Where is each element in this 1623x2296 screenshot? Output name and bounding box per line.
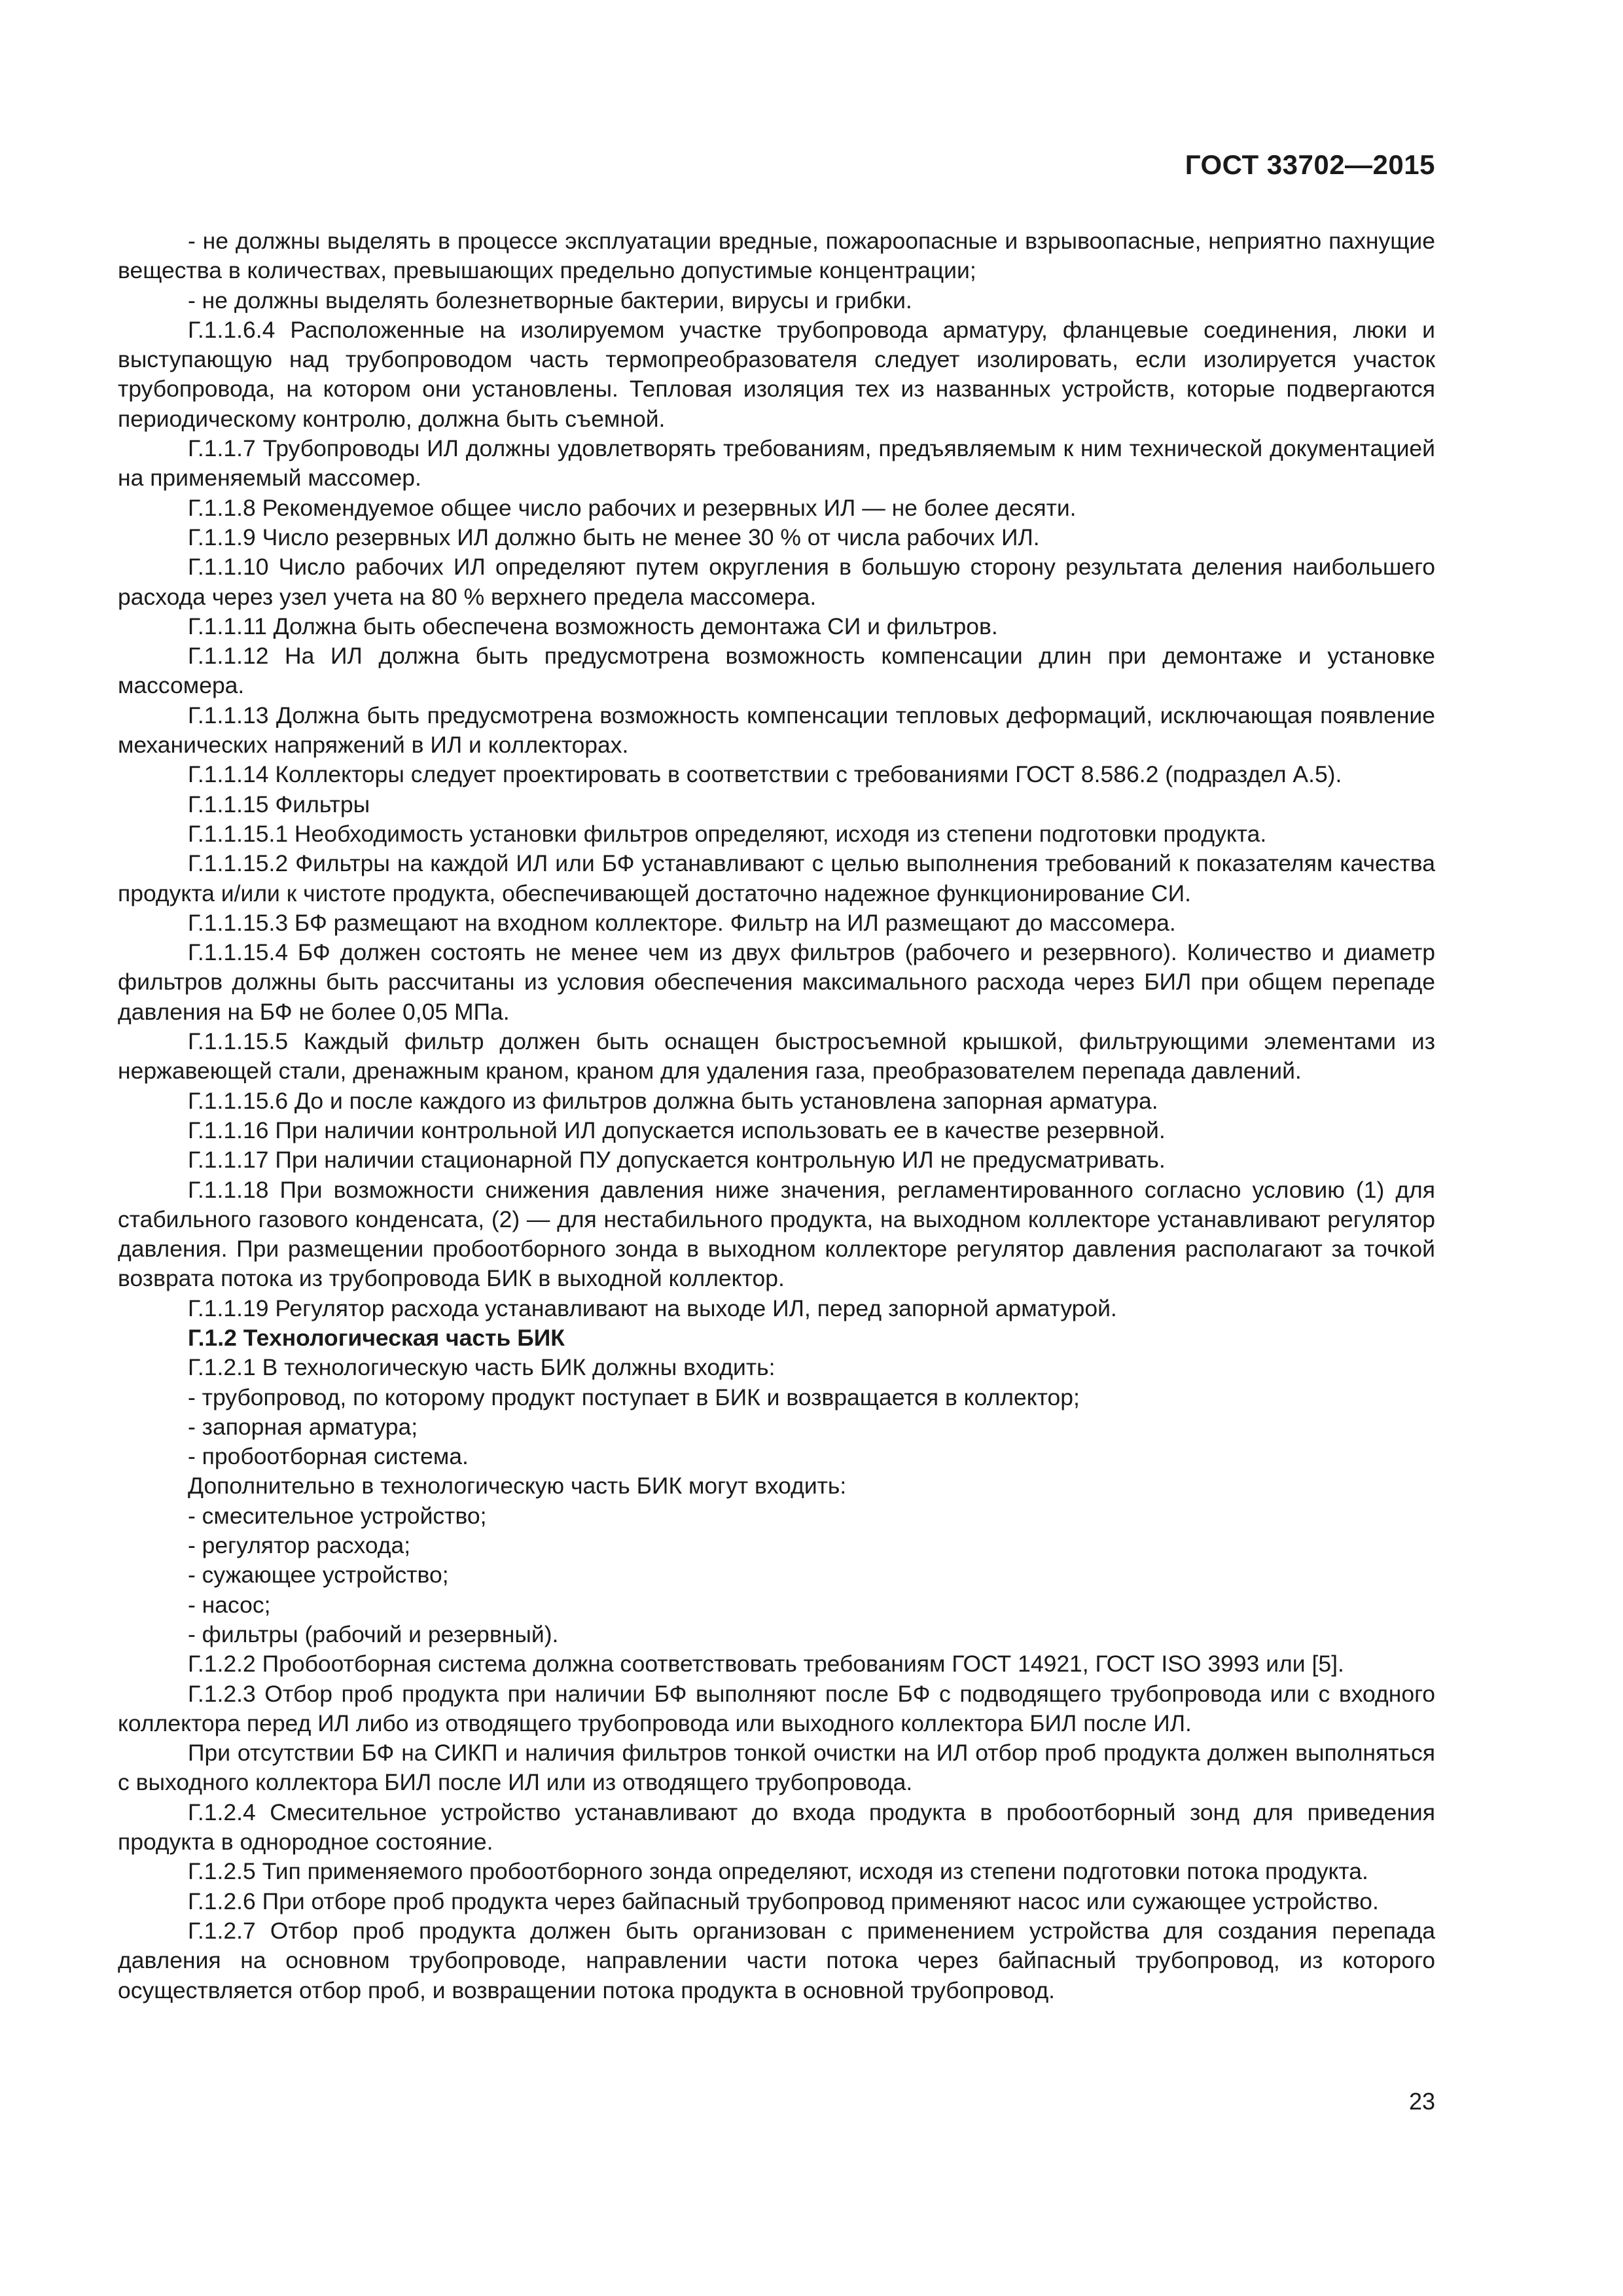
paragraph: Г.1.1.15.3 БФ размещают на входном коллекторе. Фильтр на ИЛ размещают до массомера. [188, 909, 1176, 936]
paragraph: Г.1.1.16 При наличии контрольной ИЛ допускается использовать ее в качестве резервной. [188, 1117, 1166, 1143]
paragraph: - не должны выделять болезнетворные бактерии, вирусы и грибки. [188, 287, 912, 314]
list-item: - трубопровод, по которому продукт поступает в БИК и возвращается в коллектор; [188, 1384, 1080, 1410]
paragraph: Г.1.1.19 Регулятор расхода устанавливают на выходе ИЛ, перед запорной арматурой. [188, 1295, 1117, 1321]
list-item: - смесительное устройство; [188, 1502, 487, 1529]
paragraph: Г.1.1.6.4 Расположенные на изолируемом участке трубопровода арматуру, фланцевые соединения, люки и выступающую над трубопроводом часть термопреобразователя следует изолировать, если изолируется участок трубопровода, на котором они установлены. Тепловая изоляция тех из названных устройств, которые подвергаются периодическому контролю, должна быть съемной. [118, 316, 1435, 432]
paragraph: Г.1.1.15.4 БФ должен состоять не менее чем из двух фильтров (рабочего и резервного). Количество и диаметр фильтров должны быть рассчитаны из условия обеспечения максимального расхода через БИЛ при общем перепаде давления на БФ не более 0,05 МПа. [118, 939, 1435, 1025]
paragraph: Г.1.2.3 Отбор проб продукта при наличии БФ выполняют после БФ с подводящего трубопровода или с входного коллектора перед ИЛ либо из отводящего трубопровода или выходного коллектора БИЛ после ИЛ. [118, 1680, 1435, 1736]
list-item: - регулятор расхода; [188, 1532, 411, 1559]
paragraph: Г.1.2.1 В технологическую часть БИК должны входить: [188, 1354, 776, 1381]
paragraph: Г.1.1.11 Должна быть обеспечена возможность демонтажа СИ и фильтров. [188, 613, 998, 639]
document-body [118, 226, 1435, 2005]
list-item: - сужающее устройство; [188, 1562, 449, 1588]
list-item: - насос; [188, 1591, 271, 1618]
list-item: - фильтры (рабочий и резервный). [188, 1621, 559, 1647]
paragraph: Г.1.2.7 Отбор проб продукта должен быть организован с применением устройства для создания перепада давления на основном трубопроводе, направлении части потока через байпасный трубопровод, из которого осуществляется отбор проб, и возвращении потока продукта в основной трубопровод. [118, 1917, 1435, 2003]
paragraph: Г.1.1.10 Число рабочих ИЛ определяют путем округления в большую сторону результата деления наибольшего расхода через узел учета на 80 % верхнего предела массомера. [118, 554, 1435, 610]
paragraph: Г.1.1.15.2 Фильтры на каждой ИЛ или БФ устанавливают с целью выполнения требований к показателям качества продукта и/или к чистоте продукта, обеспечивающей достаточно надежное функционирование СИ. [118, 850, 1435, 906]
paragraph: Г.1.2.2 Пробоотборная система должна соответствовать требованиям ГОСТ 14921, ГОСТ ISO 3993 или [5]. [188, 1651, 1344, 1677]
paragraph: - не должны выделять в процессе эксплуатации вредные, пожароопасные и взрывоопасные, неприятно пахнущие вещества в количествах, превышающих предельно допустимые концентрации; [118, 228, 1435, 284]
paragraph: Дополнительно в технологическую часть БИК могут входить: [188, 1473, 847, 1499]
paragraph: Г.1.1.15.1 Необходимость установки фильтров определяют, исходя из степени подготовки продукта. [188, 820, 1267, 847]
paragraph: При отсутствии БФ на СИКП и наличия фильтров тонкой очистки на ИЛ отбор проб продукта должен выполняться с выходного коллектора БИЛ после ИЛ или из отводящего трубопровода. [118, 1740, 1435, 1796]
paragraph: Г.1.2.6 При отборе проб продукта через байпасный трубопровод применяют насос или сужающее устройство. [188, 1888, 1379, 1914]
paragraph: Г.1.2.4 Смесительное устройство устанавливают до входа продукта в пробоотборный зонд для приведения продукта в однородное состояние. [118, 1799, 1435, 1856]
paragraph: Г.1.1.9 Число резервных ИЛ должно быть не менее 30 % от числа рабочих ИЛ. [188, 524, 1040, 550]
paragraph: Г.1.1.13 Должна быть предусмотрена возможность компенсации тепловых деформаций, исключающая появление механических напряжений в ИЛ и коллекторах. [118, 702, 1435, 759]
list-item: - пробоотборная система. [188, 1443, 469, 1470]
section-heading: Г.1.2 Технологическая часть БИК [188, 1324, 565, 1351]
paragraph: Г.1.1.14 Коллекторы следует проектировать в соответствии с требованиями ГОСТ 8.586.2 (подраздел А.5). [188, 761, 1342, 788]
paragraph: Г.1.1.18 При возможности снижения давления ниже значения, регламентированного согласно условию (1) для стабильного газового конденсата, (2) — для нестабильного продукта, на выходном коллекторе устанавливают регулятор давления. При размещении пробоотборного зонда в выходном коллекторе регулятор давления располагают за точкой возврата потока из трубопровода БИК в выходной коллектор. [118, 1176, 1435, 1292]
list-item: - запорная арматура; [188, 1413, 418, 1440]
paragraph: Г.1.1.12 На ИЛ должна быть предусмотрена возможность компенсации длин при демонтаже и установке массомера. [118, 643, 1435, 699]
paragraph: Г.1.1.15 Фильтры [188, 791, 370, 817]
paragraph: Г.1.1.15.5 Каждый фильтр должен быть оснащен быстросъемной крышкой, фильтрующими элементами из нержавеющей стали, дренажным краном, краном для удаления газа, преобразователем перепада давлений. [118, 1028, 1435, 1085]
document-code-header: ГОСТ 33702—2015 [1185, 149, 1435, 180]
paragraph: Г.1.1.17 При наличии стационарной ПУ допускается контрольную ИЛ не предусматривать. [188, 1147, 1166, 1174]
paragraph: Г.1.1.15.6 До и после каждого из фильтров должна быть установлена запорная арматура. [188, 1087, 1158, 1114]
paragraph: Г.1.2.5 Тип применяемого пробоотборного зонда определяют, исходя из степени подготовки потока продукта. [188, 1858, 1368, 1885]
page-number: 23 [1408, 2088, 1435, 2115]
paragraph: Г.1.1.7 Трубопроводы ИЛ должны удовлетворять требованиям, предъявляемым к ним технической документацией на применяемый массомер. [118, 435, 1435, 492]
paragraph: Г.1.1.8 Рекомендуемое общее число рабочих и резервных ИЛ — не более десяти. [188, 494, 1077, 521]
